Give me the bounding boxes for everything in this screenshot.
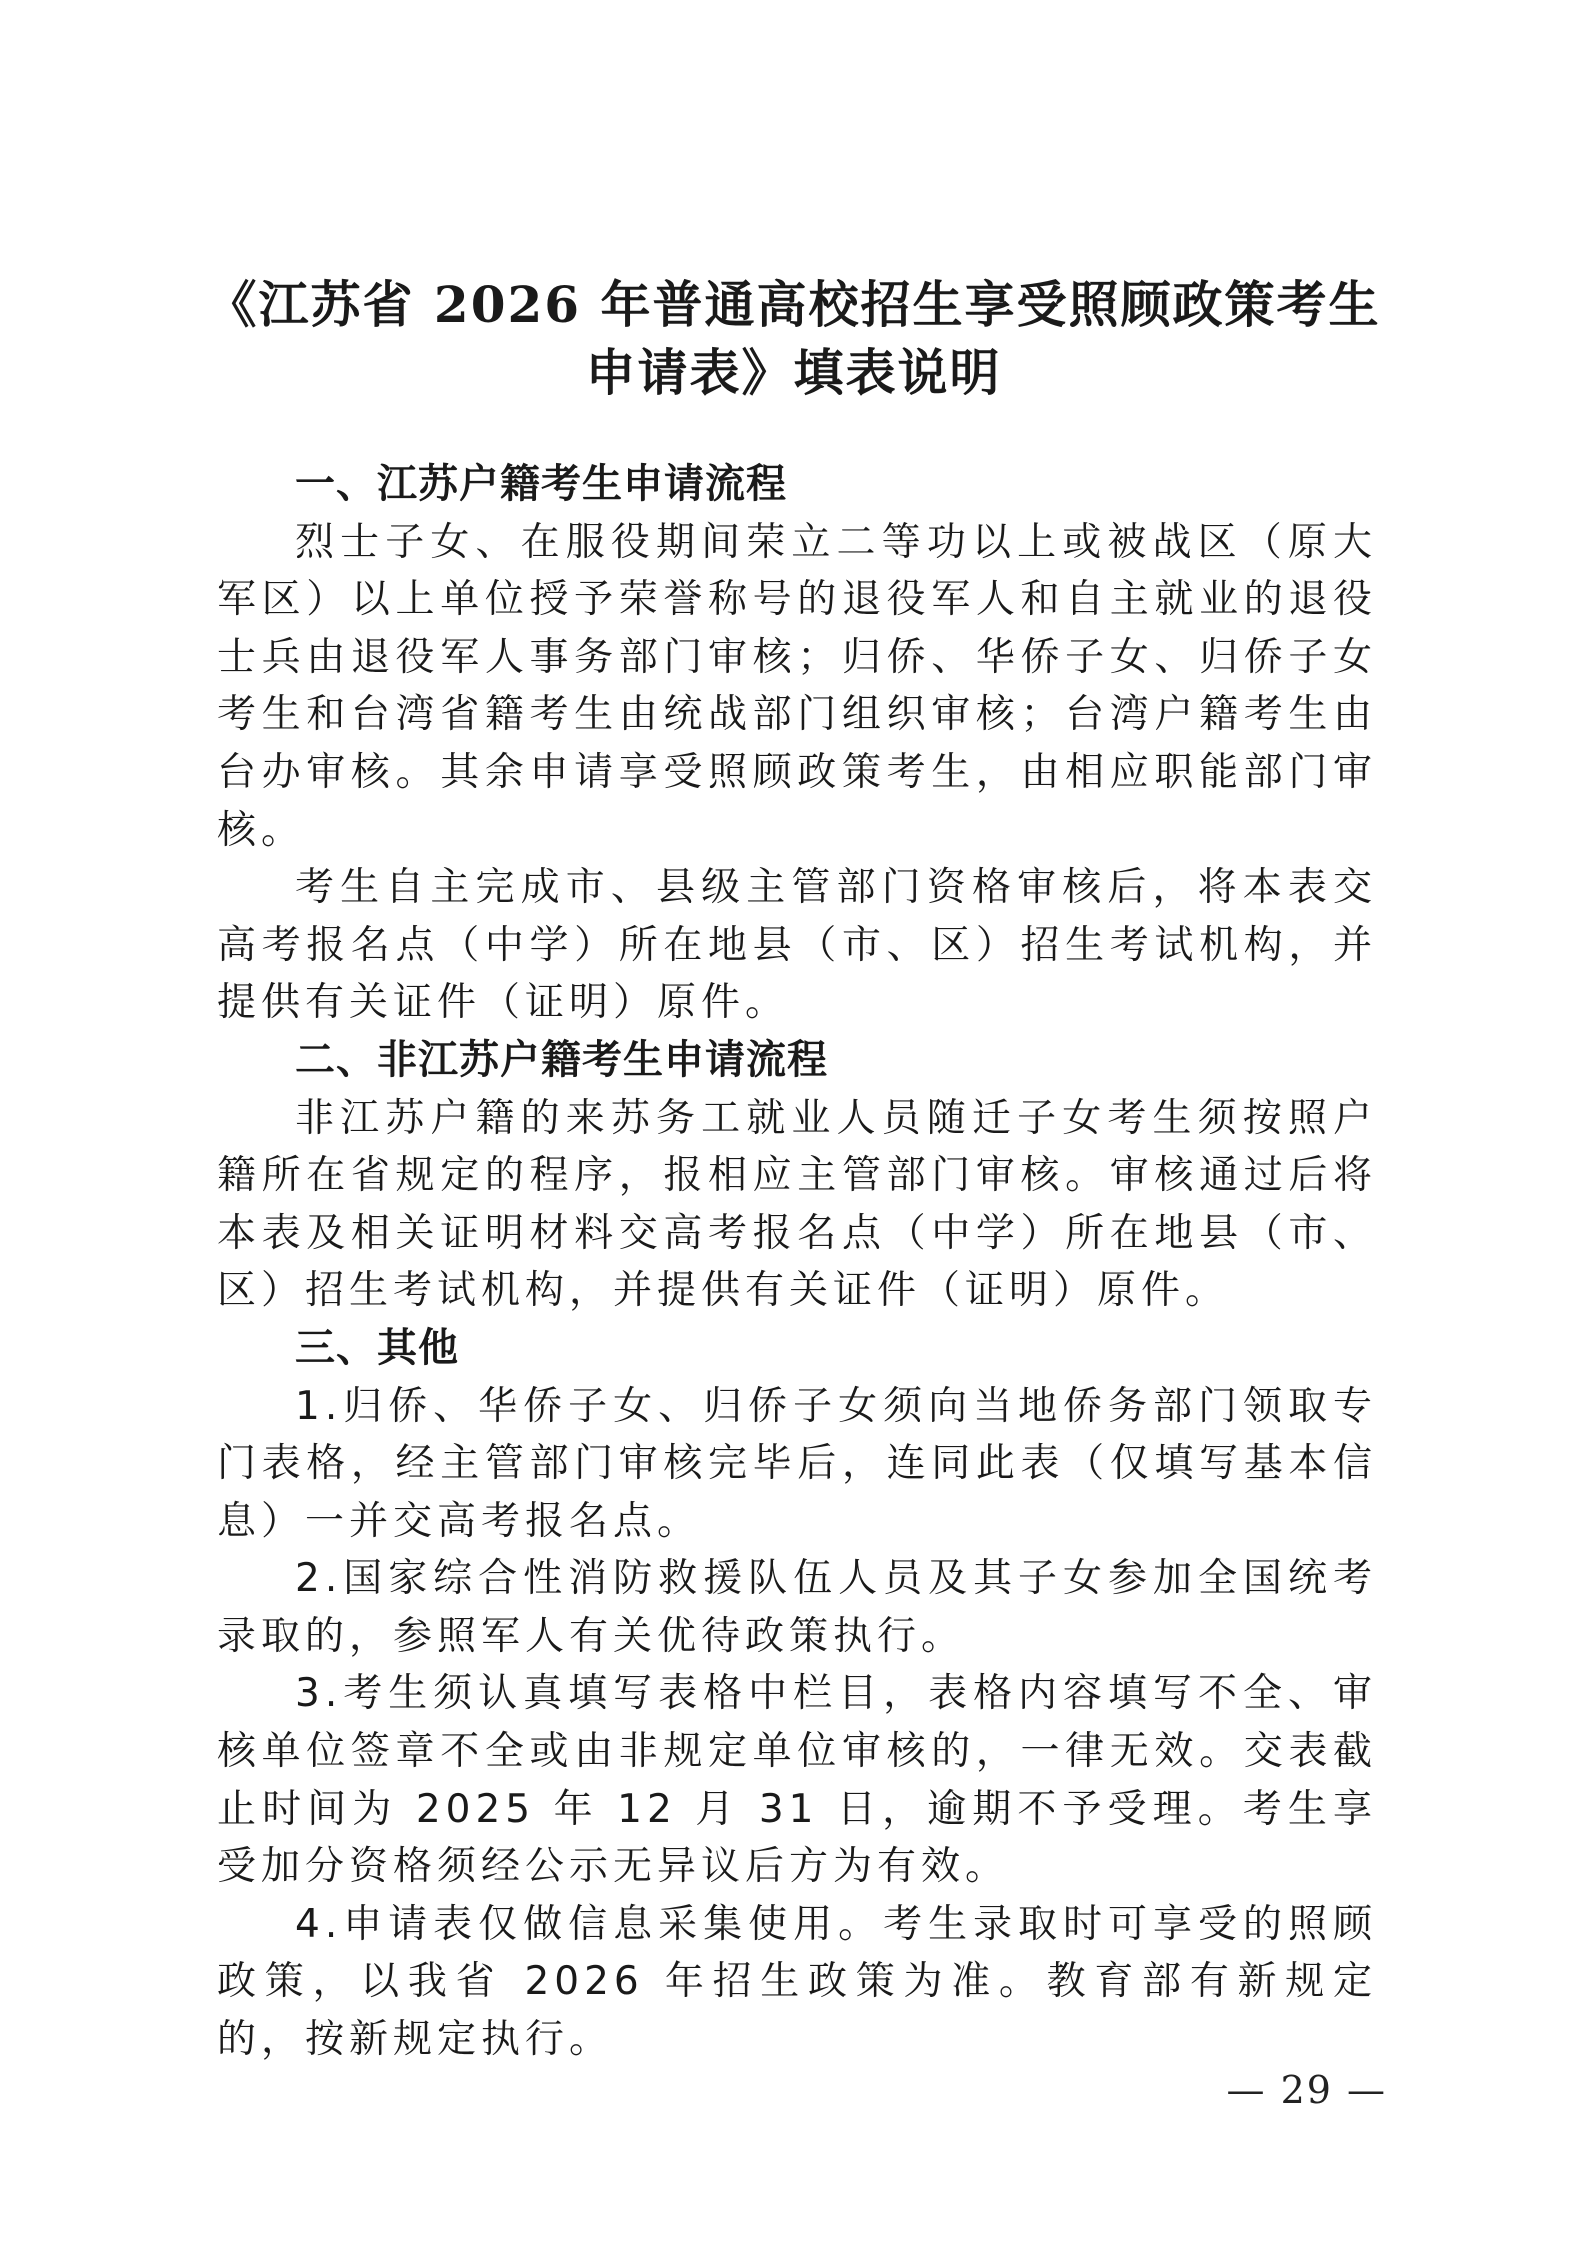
section-3-item-2: 2.国家综合性消防救援队伍人员及其子女参加全国统考录取的，参照军人有关优待政策执行。 (217, 1556, 1377, 1659)
section-1-paragraph-2: 考生自主完成市、县级主管部门资格审核后，将本表交高考报名点（中学）所在地县（市、区）招生考试机构，并提供有关证件（证明）原件。 (217, 865, 1377, 1026)
section-heading-1: 一、江苏户籍考生申请流程 (295, 461, 787, 507)
section-2-paragraph-1: 非江苏户籍的来苏务工就业人员随迁子女考生须按照户籍所在省规定的程序，报相应主管部门审核。审核通过后将本表及相关证明材料交高考报名点（中学）所在地县（市、区）招生考试机构，并提供有关证件（证明）原件。 (217, 1095, 1377, 1314)
document-body (217, 456, 1377, 2069)
document-title-line-1: 《江苏省 2026 年普通高校招生享受照顾政策考生 (206, 275, 1381, 334)
section-3-item-1: 1.归侨、华侨子女、归侨子女须向当地侨务部门领取专门表格，经主管部门审核完毕后，连同此表（仅填写基本信息）一并交高考报名点。 (217, 1383, 1377, 1544)
section-3-item-4: 4.申请表仅做信息采集使用。考生录取时可享受的照顾政策，以我省 2026 年招生政策为准。教育部有新规定的，按新规定执行。 (217, 1901, 1377, 2063)
page-number: — 29 — (1226, 2068, 1387, 2112)
section-heading-3: 三、其他 (295, 1324, 459, 1371)
section-heading-2: 二、非江苏户籍考生申请流程 (295, 1036, 828, 1083)
section-3-item-3: 3.考生须认真填写表格中栏目，表格内容填写不全、审核单位签章不全或由非规定单位审核的，一律无效。交表截止时间为 2025 年 12 月 31 日，逾期不予受理。考生享受加分资格须经公示无异议后方为有效。 (217, 1671, 1377, 1890)
section-1-paragraph-1: 烈士子女、在服役期间荣立二等功以上或被战区（原大军区）以上单位授予荣誉称号的退役军人和自主就业的退役士兵由退役军人事务部门审核；归侨、华侨子女、归侨子女考生和台湾省籍考生由统战部门组织审核；台湾户籍考生由台办审核。其余申请享受照顾政策考生，由相应职能部门审核。 (217, 519, 1377, 853)
document-title-line-2: 申请表》填表说明 (585, 343, 1002, 402)
